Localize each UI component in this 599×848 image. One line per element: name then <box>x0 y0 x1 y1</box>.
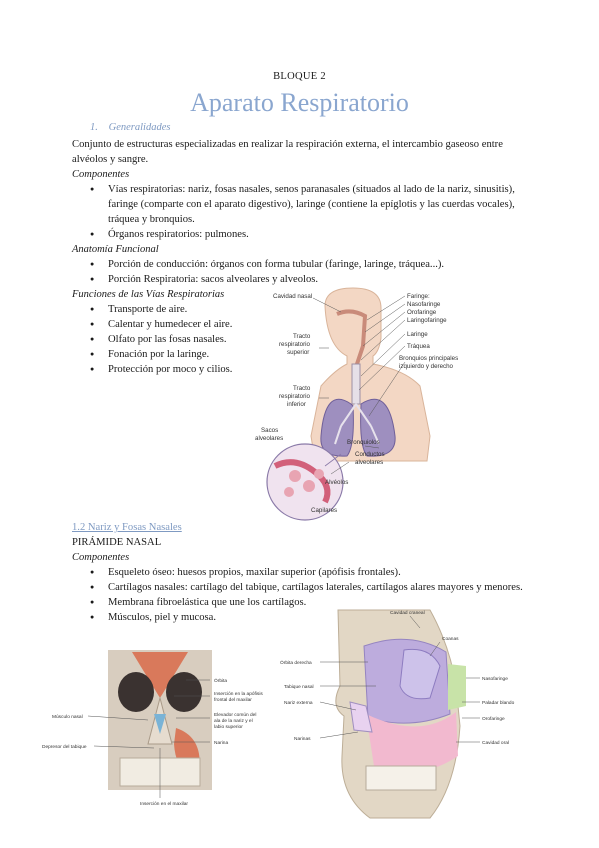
label-capilares: Capilares <box>311 507 338 514</box>
label-elevador-1: Elevador común del <box>214 713 257 718</box>
nasal-muscles-illustration <box>36 648 272 808</box>
list-item: ● Olfato por las fosas nasales. <box>72 332 272 347</box>
nasal-cavity-illustration <box>280 606 520 826</box>
label-laringe: Laringe <box>407 331 428 338</box>
page-title: Aparato Respiratorio <box>190 88 409 117</box>
label-narina: Narina <box>214 741 229 746</box>
respiratory-tract-illustration <box>255 286 485 522</box>
left-orbit-shape <box>118 672 154 712</box>
trachea-shape <box>352 364 360 404</box>
label-laringofaringe: Laringofaringe <box>407 317 447 324</box>
label-tracto-inf-1: Tracto <box>293 385 311 392</box>
alveolus-shape <box>284 487 294 497</box>
label-bronquiolos: Bronquiolos <box>347 439 380 446</box>
section-heading-generalidades <box>90 122 170 133</box>
label-musculo-nasal: Músculo nasal <box>52 715 83 720</box>
label-bronquios-1: Bronquios principales <box>399 355 459 362</box>
section2-heading-link[interactable]: 1.2 Nariz y Fosas Nasales <box>72 522 182 533</box>
section-number: 1. <box>90 122 98 133</box>
label-insercion-1: Inserción en la apófisis <box>214 692 263 697</box>
label-cavidad-nasal: Cavidad nasal <box>273 293 313 300</box>
list-item: ● Transporte de aire. <box>72 302 272 317</box>
list-item: ● Membrana fibroelástica que une los cartílagos. <box>72 595 524 610</box>
piramide-nasal-heading: PIRÁMIDE NASAL <box>72 537 162 548</box>
label-orofaringe: Orofaringe <box>407 309 437 316</box>
list-item: ● Vías respiratorias: nariz, fosas nasales, senos paranasales (situados al lado de la nariz, sinusitis), faringe (comparte con el aparato digestivo), laringe (contiene la epíglotis y las cuerdas vocales), tráquea y bronquios. <box>72 182 524 227</box>
label-sacos-1: Sacos <box>261 427 279 434</box>
label-insercion-maxilar: Inserción en el maxilar <box>140 802 188 807</box>
right-orbit-shape <box>166 672 202 712</box>
componentes-list <box>72 182 524 242</box>
list-item: ● Órganos respiratorios: pulmones. <box>72 227 524 242</box>
label-depresor: Depresor del tabique <box>42 745 87 750</box>
list-item: ● Calentar y humedecer el aire. <box>72 317 272 332</box>
label-narinas: Narinas <box>294 737 311 742</box>
alveolus-shape <box>289 470 301 482</box>
label-orbita-derecha: Órbita derecha <box>280 661 312 666</box>
alveolus-shape <box>303 480 315 492</box>
label-tracto-sup-1: Tracto <box>293 333 311 340</box>
label-elevador-2: ala de la nariz y el <box>214 719 253 724</box>
nasopharynx-shape <box>448 664 466 710</box>
label-alveolos: Alvéolos <box>325 479 349 486</box>
label-nasofaringe: Nasofaringe <box>407 301 441 308</box>
list-item: ● Porción de conducción: órganos con forma tubular (faringe, laringe, tráquea...). <box>72 257 524 272</box>
label-nasofaringe: Nasofaringe <box>482 677 508 682</box>
label-cavidad-oral: Cavidad oral <box>482 741 509 746</box>
list-item: ● Protección por moco y cilios. <box>72 362 272 377</box>
label-cavidad-craneal: Cavidad craneal <box>390 611 425 616</box>
label-bronquios-2: izquierdo y derecho <box>399 363 454 370</box>
label-orbita: Órbita <box>214 679 228 684</box>
list-item: ● Músculos, piel y mucosa. <box>72 610 524 625</box>
intro-paragraph: Conjunto de estructuras especializadas en realizar la respiración externa, el intercambio gaseoso entre alvéolos y sangre. <box>72 139 503 165</box>
list-item: ● Porción Respiratoria: sacos alveolares y alveolos. <box>72 272 524 287</box>
anatomia-list <box>72 257 524 287</box>
alveolus-shape <box>314 469 324 479</box>
list-item: ● Esqueleto óseo: huesos propios, maxilar superior (apófisis frontales). <box>72 565 524 580</box>
label-conductos-2: alveolares <box>355 459 384 466</box>
anatomia-heading: Anatomía Funcional <box>72 244 159 255</box>
label-coanas: Coanas <box>442 637 459 642</box>
section-title: Generalidades <box>108 122 171 133</box>
list-item: ● Fonación por la laringe. <box>72 347 272 362</box>
label-tracto-inf-2: respiratorio <box>279 393 310 400</box>
label-tabique-nasal: Tabique nasal <box>284 685 314 690</box>
label-sacos-2: alveolares <box>255 435 284 442</box>
componentes-heading: Componentes <box>72 169 130 180</box>
label-paladar-blando: Paladar blando <box>482 701 515 706</box>
label-tracto-sup-2: respiratorio <box>279 341 310 348</box>
list-item: ● Cartílagos nasales: cartílago del tabique, cartílagos laterales, cartílagos alares mayores y menores. <box>72 580 524 595</box>
label-traquea: Tráquea <box>407 343 430 350</box>
componentes2-heading: Componentes <box>72 552 130 563</box>
label-conductos-1: Conductos <box>355 451 385 458</box>
label-tracto-sup-3: superior <box>287 349 310 356</box>
label-tracto-inf-3: inferior <box>287 401 306 408</box>
block-label: BLOQUE 2 <box>273 71 326 82</box>
funciones-list <box>72 302 272 377</box>
label-elevador-3: labio superior <box>214 725 243 730</box>
teeth-shape <box>366 766 436 790</box>
label-faringe: Faringe: <box>407 293 430 300</box>
funciones-heading: Funciones de las Vías Respiratorias <box>72 289 225 300</box>
label-nariz-externa: Nariz externa <box>284 701 313 706</box>
label-insercion-2: frontal del maxilar <box>214 698 252 703</box>
label-orofaringe: Orofaringe <box>482 717 505 722</box>
